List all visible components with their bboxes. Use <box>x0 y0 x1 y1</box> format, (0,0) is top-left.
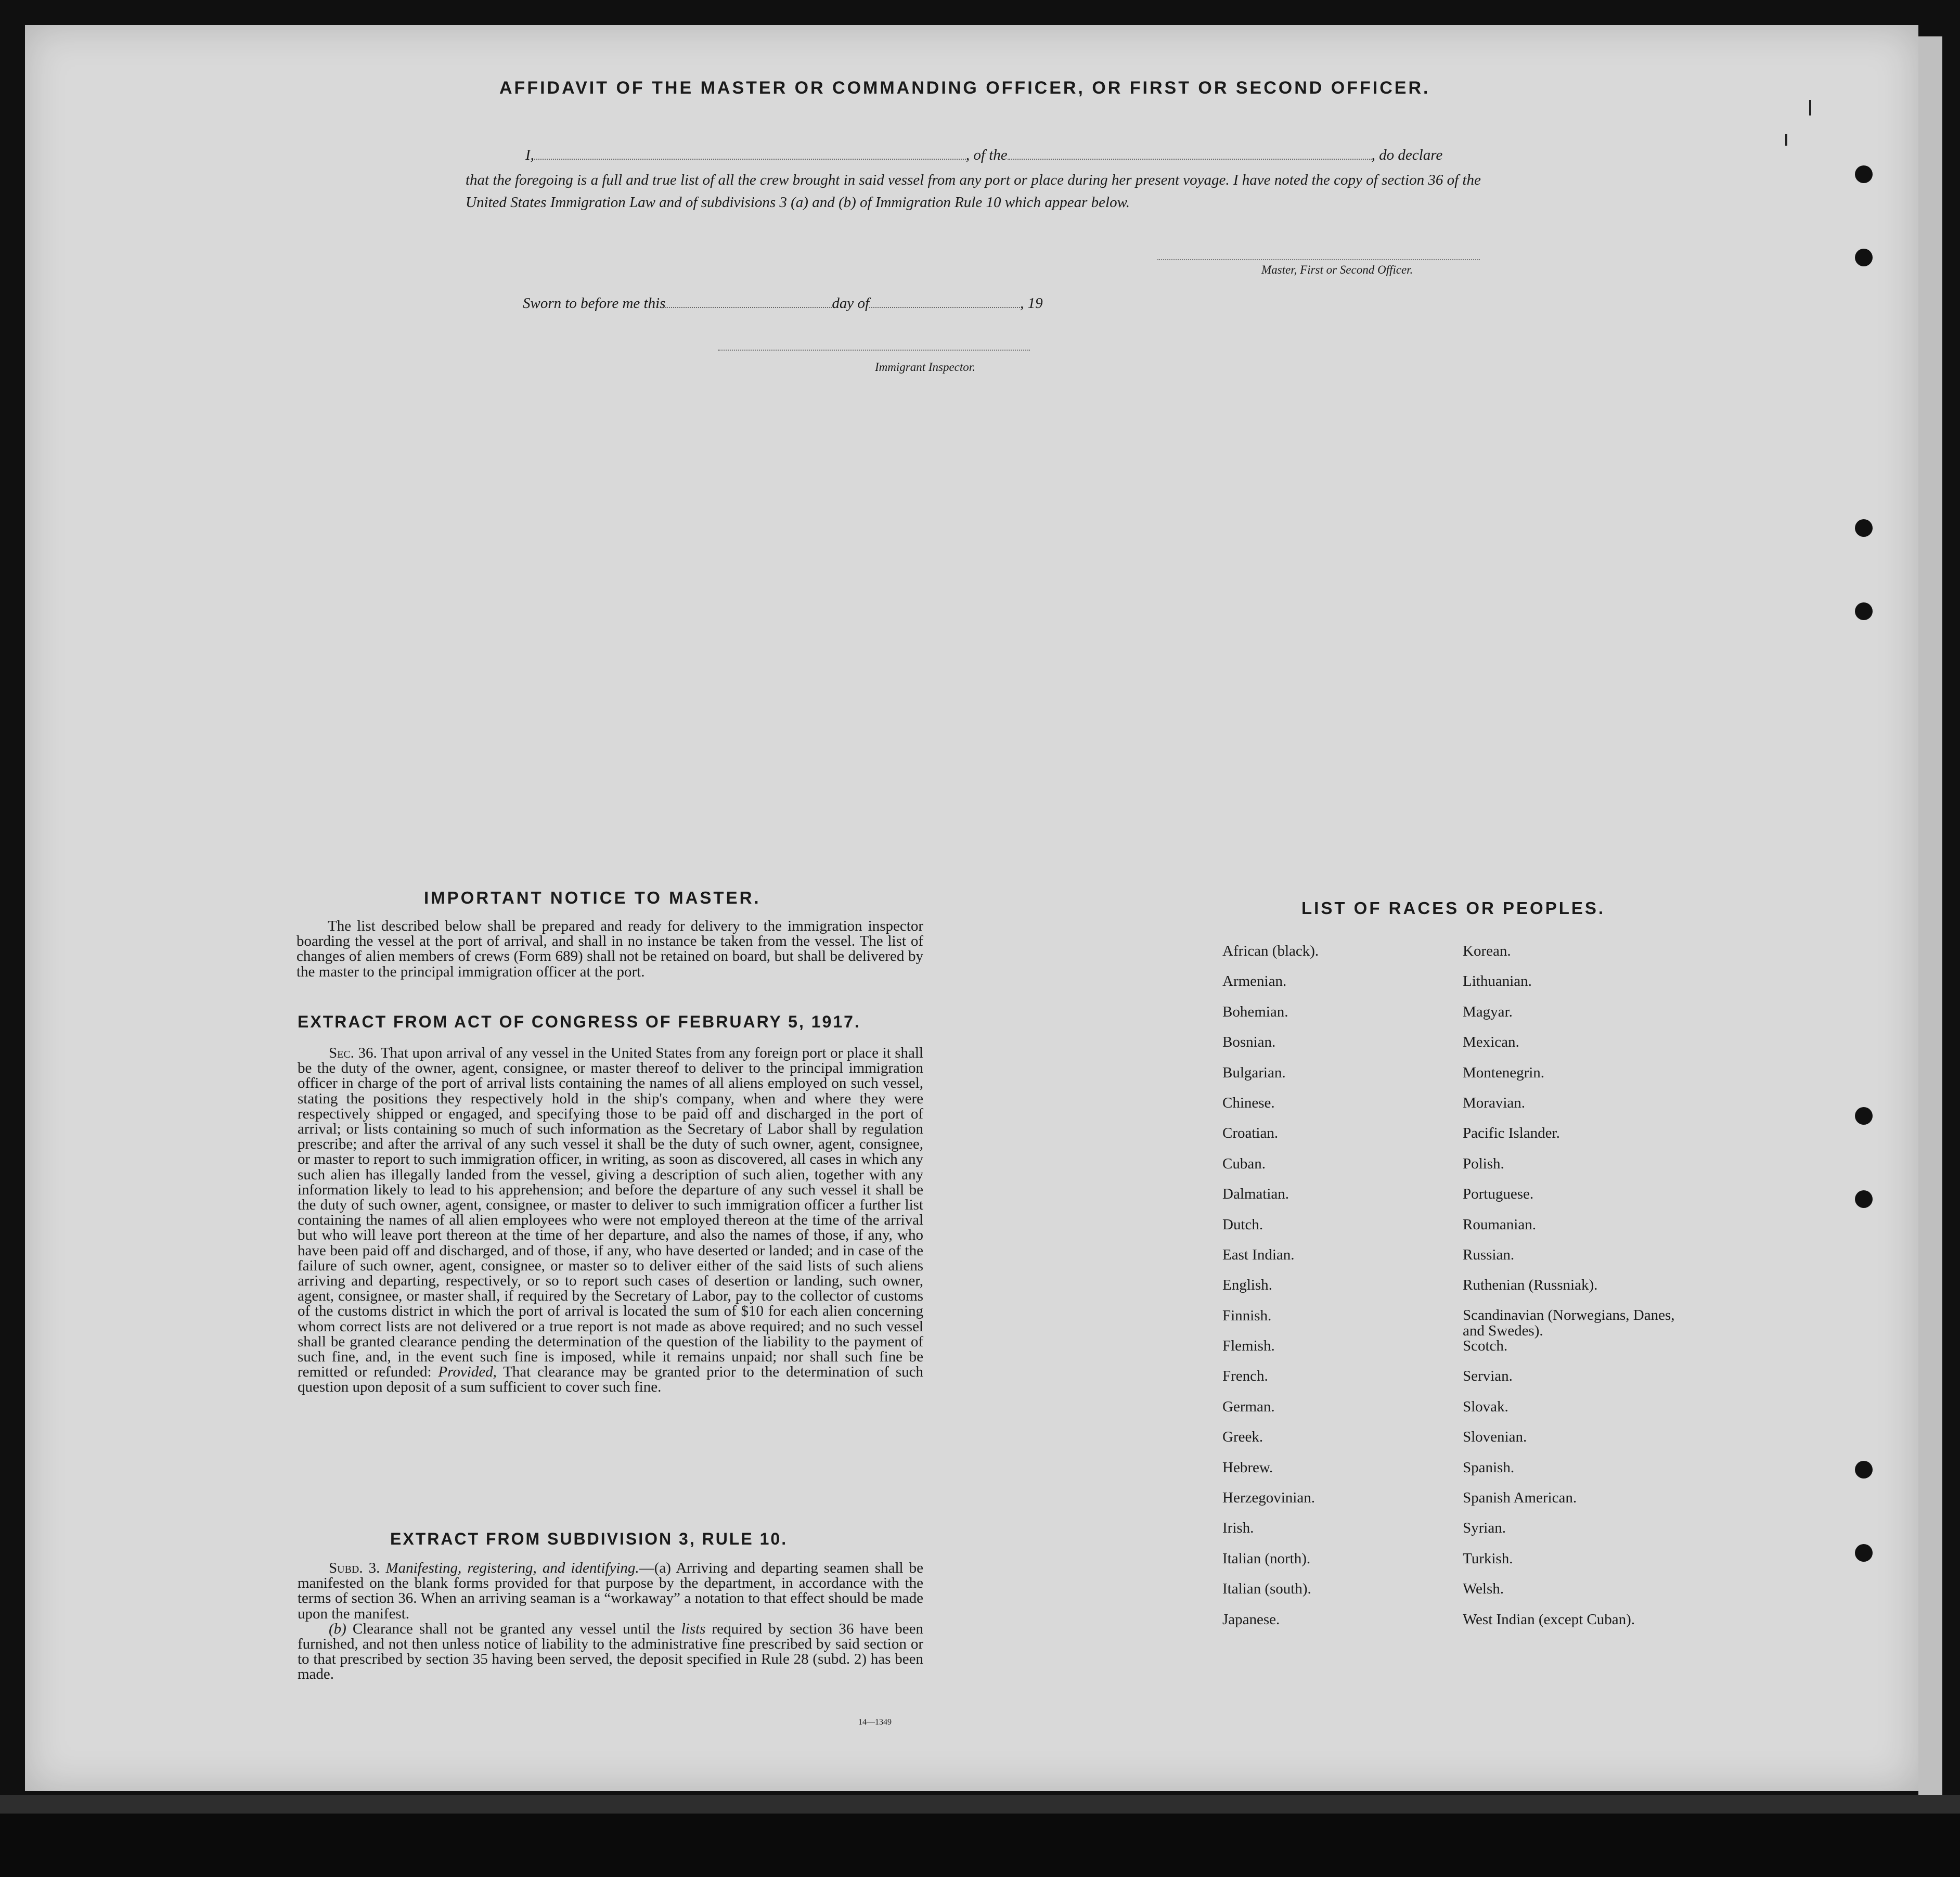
para-b-lists: lists <box>681 1620 706 1637</box>
affidavit-body: that the foregoing is a full and true list of all the crew brought in said vessel from any port or place during her present voyage. I have noted the copy of section 36 of the United States Immigration Law and of subdivisions 3 (a) and (b) of Immigration Rule 10 which appear below. <box>466 172 1481 211</box>
race-item: Syrian. <box>1463 1520 1506 1537</box>
inspector-caption: Immigrant Inspector. <box>875 361 975 374</box>
race-item: Magyar. <box>1463 1003 1513 1020</box>
scan-border <box>0 1795 1960 1877</box>
races-column-1 <box>1222 943 1319 1641</box>
signature-line <box>1157 259 1480 260</box>
race-item: Dutch. <box>1222 1216 1263 1233</box>
punch-hole <box>1855 1190 1873 1208</box>
race-item: Italian (south). <box>1222 1580 1311 1598</box>
race-item: Welsh. <box>1463 1580 1504 1598</box>
race-item: Moravian. <box>1463 1094 1525 1111</box>
section-label: Sec. 36. <box>329 1045 377 1061</box>
race-item: German. <box>1222 1398 1275 1415</box>
race-item: French. <box>1222 1368 1268 1385</box>
para-a-label: —(a) <box>639 1560 671 1576</box>
para-b-label: (b) <box>329 1620 346 1637</box>
affidavit-declare-label: , do declare <box>1371 147 1443 163</box>
act-extract-text: That upon arrival of any vessel in the United States from any foreign port or place it shall be the duty of the owner, agent, consignee, or master thereof to deliver to the principal immigration officer in charge of the port of arrival lists containing the names of all aliens employed on such vessel, stating the positions they respectively hold in the ship's company, when and where they were respectively shipped or engaged, and specifying those to be paid off and discharged in the port of arrival; or lists containing so much of such information as the Secretary of Labor shall by regulation prescribe; and after the arrival of any such vessel it shall be the duty of such owner, agent, consignee, or master to report to such immigration officer, in writing, as soon as discovered, all cases in which any such alien has illegally landed from the vessel, giving a description of such alien, together with any information likely to lead to his apprehension; and before the departure of any such vessel it shall be the duty of such owner, agent, consignee, or master to deliver to such immigration officer a further list containing the names of all alien employees who were not employed thereon at the time of the arrival but who will leave port thereon at the time of her departure, and also the names of those, if any, who have been paid off and discharged, and of those, if any, who have deserted or landed; and in case of the failure of such owner, agent, consignee, or master so to deliver either of the said lists of such aliens arriving and departing, respectively, or so to report such cases of desertion or landing, such owner, agent, consignee, or master shall, if required by the Secretary of Labor, pay to the collector of customs of the customs district in which the port of arrival is located the sum of $10 for each alien concerning whom correct lists are not delivered or a true report is not made as above required; and no such vessel shall be granted clearance pending the determination of the question of the liability to the payment of such fine, and, in the event such fine is imposed, while it remains unpaid; nor shall such fine be remitted or refunded: <box>298 1045 923 1381</box>
race-item: Bulgarian. <box>1222 1064 1286 1081</box>
punch-hole <box>1855 519 1873 537</box>
race-item: Cuban. <box>1222 1155 1266 1172</box>
race-item: Montenegrin. <box>1463 1064 1545 1081</box>
race-item: West Indian (except Cuban). <box>1463 1611 1635 1628</box>
inspector-signature-line <box>718 350 1030 351</box>
race-item: Turkish. <box>1463 1550 1513 1567</box>
race-item: Slovenian. <box>1463 1429 1527 1446</box>
race-item: Portuguese. <box>1463 1186 1534 1203</box>
race-item: Hebrew. <box>1222 1459 1273 1476</box>
race-item: Bosnian. <box>1222 1034 1276 1051</box>
para-b-text-1: Clearance shall not be granted any vessel until the <box>352 1620 675 1637</box>
act-extract-text-end: That clearance may be granted prior to the determination of such question upon deposit of a sum sufficient to cover such fine. <box>298 1364 924 1396</box>
page-edge <box>1918 36 1942 1805</box>
race-item: Spanish. <box>1463 1459 1515 1476</box>
affidavit-of-the-label: , of the <box>965 147 1008 163</box>
race-item: Dalmatian. <box>1222 1186 1290 1203</box>
race-item: Servian. <box>1463 1368 1513 1385</box>
race-item: Korean. <box>1463 943 1511 959</box>
sworn-year-label: , 19 <box>1020 295 1043 312</box>
race-item: Roumanian. <box>1463 1216 1536 1233</box>
rule-extract-heading: EXTRACT FROM SUBDIVISION 3, RULE 10. <box>390 1529 788 1548</box>
provided-word: Provided, <box>438 1364 497 1381</box>
affidavit-i-label: I, <box>525 147 534 163</box>
race-item: Croatian. <box>1222 1125 1279 1142</box>
punch-hole <box>1855 249 1873 266</box>
race-item: Spanish American. <box>1463 1489 1577 1507</box>
punch-hole <box>1855 602 1873 620</box>
affidavit-declaration-line <box>525 147 1442 164</box>
punch-hole <box>1855 165 1873 183</box>
race-item: Bohemian. <box>1222 1003 1288 1020</box>
para-b-text-2: required by section 36 have been furnished, and not then unless notice of liability to the administrative fine prescribed by said section or to that prescribed by section 35 having been served, the deposit specified in Rule 28 (subd. 2) has been made. <box>298 1620 923 1683</box>
race-item: Polish. <box>1463 1155 1504 1172</box>
race-item: Flemish. <box>1222 1338 1275 1355</box>
race-item: African (black). <box>1222 943 1319 959</box>
race-item: Scandinavian (Norwegians, Danes, and Swedes). <box>1463 1306 1675 1339</box>
notice-body: The list described below shall be prepared and ready for delivery to the immigration inspector boarding the vessel at the port of arrival, and shall in no instance be taken from the vessel. The list of changes of alien members of crews (Form 689) shall not be retained on board, but shall be delivered by the master to the principal immigration officer at the port. <box>296 918 923 980</box>
rule-paragraph-b <box>298 1622 923 1682</box>
subd-label: Subd. 3. <box>329 1560 380 1576</box>
races-column-2 <box>1463 943 1681 1641</box>
race-item: Greek. <box>1222 1429 1263 1446</box>
race-item: Irish. <box>1222 1520 1254 1537</box>
race-item: Armenian. <box>1222 973 1287 990</box>
race-item: Ruthenian (Russniak). <box>1463 1277 1598 1294</box>
notice-heading: IMPORTANT NOTICE TO MASTER. <box>424 888 761 907</box>
race-item: Herzegovinian. <box>1222 1489 1315 1507</box>
race-item: Mexican. <box>1463 1034 1519 1051</box>
race-item: Lithuanian. <box>1463 973 1532 990</box>
form-number: 14—1349 <box>858 1718 892 1727</box>
signature-caption: Master, First or Second Officer. <box>1261 263 1413 276</box>
sworn-prefix: Sworn to before me this <box>523 295 666 312</box>
race-item: Chinese. <box>1222 1094 1275 1111</box>
race-item: English. <box>1222 1277 1272 1294</box>
race-item: Russian. <box>1463 1246 1515 1263</box>
race-item: Pacific Islander. <box>1463 1125 1560 1142</box>
punch-hole <box>1855 1461 1873 1479</box>
races-heading: LIST OF RACES OR PEOPLES. <box>1301 898 1606 918</box>
para-a-text: Arriving and departing seamen shall be manifested on the blank forms provided for that purpose by the department, in accordance with the terms of section 36. When an arriving seaman is a “workaway” a notation to that effect should be made upon the manifest. <box>298 1560 924 1622</box>
act-extract-heading: EXTRACT FROM ACT OF CONGRESS OF FEBRUARY 5, 1917. <box>298 1012 861 1031</box>
punch-hole <box>1855 1544 1873 1562</box>
race-item: Finnish. <box>1222 1307 1272 1324</box>
subd-title: Manifesting, registering, and identifying. <box>385 1560 639 1576</box>
race-item: Italian (north). <box>1222 1550 1311 1567</box>
ink-mark <box>1785 134 1787 146</box>
punch-hole <box>1855 1107 1873 1125</box>
ink-mark <box>1809 100 1811 115</box>
act-extract-body <box>298 1046 923 1395</box>
sworn-line <box>523 295 1043 312</box>
race-item: Slovak. <box>1463 1398 1508 1415</box>
rule-extract-body <box>298 1561 923 1682</box>
race-item: Japanese. <box>1222 1611 1280 1628</box>
rule-paragraph-a <box>298 1561 923 1622</box>
sworn-day-label: day of <box>832 295 870 312</box>
affidavit-title: AFFIDAVIT OF THE MASTER OR COMMANDING OFFICER, OR FIRST OR SECOND OFFICER. <box>499 78 1430 98</box>
race-item: Scotch. <box>1463 1338 1508 1355</box>
race-item: East Indian. <box>1222 1246 1295 1263</box>
